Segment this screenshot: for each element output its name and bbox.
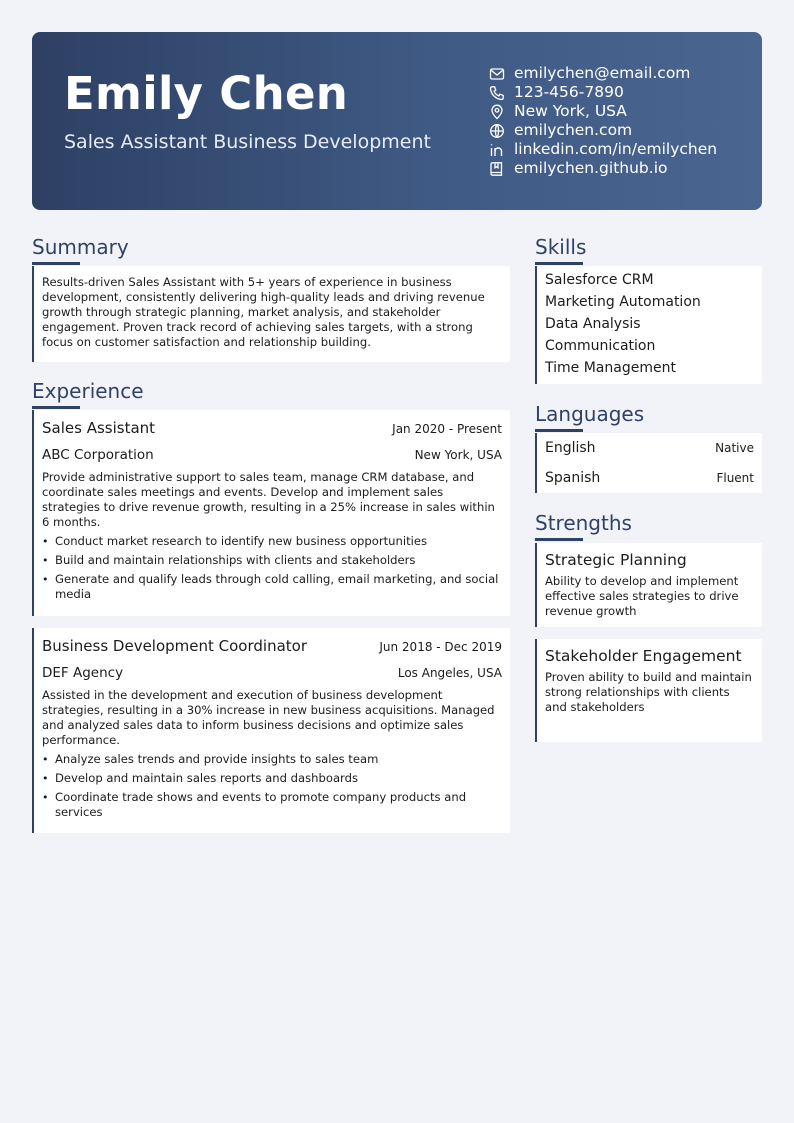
summary-heading: Summary xyxy=(32,235,129,259)
job-location: New York, USA xyxy=(414,448,502,462)
languages-card xyxy=(535,433,762,493)
job-bullet: • Coordinate trade shows and events to promote company products and services xyxy=(42,790,502,820)
mail-icon xyxy=(489,66,505,82)
language-level: Native xyxy=(715,441,754,455)
job-subheader xyxy=(34,446,510,464)
job-bullet: • Analyze sales trends and provide insights to sales team xyxy=(42,752,502,767)
language-row xyxy=(537,433,762,463)
contact-github-text: emilychen.github.io xyxy=(514,159,668,177)
experience-heading: Experience xyxy=(32,379,144,403)
contact-github[interactable] xyxy=(489,159,717,178)
job-date: Jan 2020 - Present xyxy=(392,422,502,436)
strengths-heading: Strengths xyxy=(535,511,632,535)
candidate-name: Emily Chen xyxy=(64,67,349,120)
contact-linkedin[interactable] xyxy=(489,140,717,159)
job-bullet: • Develop and maintain sales reports and dashboards xyxy=(42,771,502,786)
language-row xyxy=(537,463,762,493)
linkedin-icon xyxy=(489,142,505,158)
strength-card xyxy=(535,639,762,742)
job-bullet-list xyxy=(34,752,510,820)
contact-list xyxy=(489,64,717,178)
contact-email[interactable] xyxy=(489,64,717,83)
phone-icon xyxy=(489,85,505,101)
strength-card xyxy=(535,543,762,627)
languages-heading: Languages xyxy=(535,402,645,426)
contact-location-text: New York, USA xyxy=(514,102,627,120)
strength-title: Stakeholder Engagement xyxy=(545,647,742,665)
job-header xyxy=(34,637,510,656)
skill-item: Time Management xyxy=(545,360,676,376)
contact-linkedin-text: linkedin.com/in/emilychen xyxy=(514,140,718,158)
job-header xyxy=(34,419,510,438)
job-date: Jun 2018 - Dec 2019 xyxy=(379,640,502,654)
skills-card xyxy=(535,266,762,384)
contact-phone[interactable] xyxy=(489,83,717,102)
language-name: Spanish xyxy=(545,470,601,486)
job-description: Provide administrative support to sales team, manage CRM database, and coordinate sales meetings and events. Develop and implement sales strategies to drive revenue growth, resulting in a 25% increase in sales within 6 months. xyxy=(42,470,495,529)
job-title: Sales Assistant xyxy=(42,419,156,437)
strength-description: Proven ability to build and maintain strong relationships with clients and stakeholders xyxy=(545,670,752,714)
contact-website-text: emilychen.com xyxy=(514,121,633,139)
candidate-title: Sales Assistant Business Development xyxy=(64,131,431,153)
book-icon xyxy=(489,161,505,177)
contact-email-text: emilychen@email.com xyxy=(514,64,691,82)
skill-item: Salesforce CRM xyxy=(545,272,654,288)
job-bullet: • Conduct market research to identify new business opportunities xyxy=(42,534,502,549)
language-level: Fluent xyxy=(716,471,754,485)
contact-location xyxy=(489,102,717,121)
job-company: ABC Corporation xyxy=(42,447,154,463)
contact-website[interactable] xyxy=(489,121,717,140)
contact-phone-text: 123-456-7890 xyxy=(514,83,624,101)
strength-title: Strategic Planning xyxy=(545,551,687,569)
job-bullet-list xyxy=(34,534,510,602)
strength-description: Ability to develop and implement effective sales strategies to drive revenue growth xyxy=(545,574,739,618)
skill-item: Marketing Automation xyxy=(545,294,701,310)
job-description: Assisted in the development and execution of business development strategies, resulting in a 30% increase in new business acquisitions. Managed and analyzed sales data to inform business decisions and optimize sales performance. xyxy=(42,688,495,747)
job-title: Business Development Coordinator xyxy=(42,637,308,655)
job-company: DEF Agency xyxy=(42,665,124,681)
location-pin-icon xyxy=(489,104,505,120)
skills-heading: Skills xyxy=(535,235,587,259)
experience-item xyxy=(32,628,510,833)
globe-icon xyxy=(489,123,505,139)
job-subheader xyxy=(34,664,510,682)
resume-header xyxy=(32,32,762,210)
job-bullet: • Generate and qualify leads through cold calling, email marketing, and social media xyxy=(42,572,502,602)
skill-item: Data Analysis xyxy=(545,316,641,332)
job-location: Los Angeles, USA xyxy=(397,666,502,680)
job-bullet: • Build and maintain relationships with clients and stakeholders xyxy=(42,553,502,568)
skill-item: Communication xyxy=(545,338,656,354)
language-name: English xyxy=(545,440,596,456)
experience-item xyxy=(32,410,510,616)
summary-text: Results-driven Sales Assistant with 5+ years of experience in business development, consistently delivering high-quality leads and driving revenue growth through strategic planning, market analysis, and stakeholder engagement. Proven track record of achieving sales targets, with a strong focus on customer satisfaction and relationship building. xyxy=(42,275,485,349)
summary-card xyxy=(32,266,510,362)
